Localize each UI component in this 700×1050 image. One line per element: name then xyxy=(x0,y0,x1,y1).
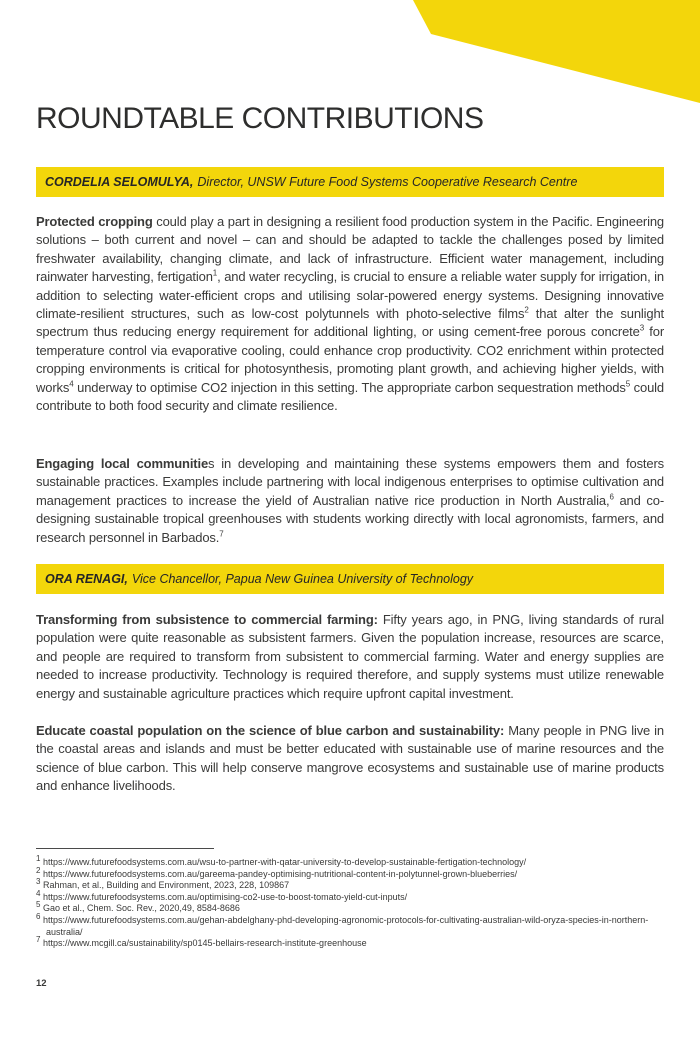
speaker-name: CORDELIA SELOMULYA, xyxy=(45,175,194,189)
footnote-marker: 2 xyxy=(524,305,529,315)
paragraph-transforming-farming: Transforming from subsistence to commercial farming: Fifty years ago, in PNG, living standards of rural population were quite reasonable as subsistent farmers. Given the population increase, resources are scarce, and people are required to transform from subsistent to commercial farming. Water and energy supplies are needed to increase productivity. Technology is required therefore, and supply systems must utilize renewable energy and sustainable agriculture practices which require upfront capital investment. xyxy=(36,612,664,701)
footnote-marker: 7 xyxy=(219,529,224,539)
paragraph-protected-cropping: Protected cropping could play a part in designing a resilient food production system in the Pacific. Engineering solutions – both current and novel – can and should be adapted to tackle the challenges posed by limited freshwater availability, changing climate, and lack of infrastructure. Efficient water management, including rainwater harvesting, fertigation$^1$, and water recycling, is crucial to ensure a reliable water supply for irrigation, in addition to selecting water-efficient crops and utilising solar-powered energy systems. Designing innovative climate-resilient structures, such as low-cost polytunnels with photo-selective films$^2$ that alter the sunlight spectrum thus reducing energy requirement for additional lighting, or using cement-free porous concrete$^3$ for temperature control via evaporative cooling, could enhance crop productivity. CO2 enrichment within protected cropping environments is critical for photosynthesis, promoting plant growth, and achieving higher yields, with works$^4$ underway to optimise CO2 injection in this setting. The appropriate carbon sequestration methods$^5$ could contribute to both food security and climate resilience. xyxy=(36,214,665,414)
footnote-marker: 5 xyxy=(625,379,631,389)
corner-accent-polygon xyxy=(413,0,700,103)
footnote-marker: 6 xyxy=(609,492,614,502)
corner-accent-shape xyxy=(410,0,700,105)
footnote-number: 1 xyxy=(36,854,41,863)
page-title: ROUNDTABLE CONTRIBUTIONS xyxy=(36,102,484,135)
footnote-item: $^2$ https://www.futurefoodsystems.com.au/gareema-pandey-optimising-nutritional-content-in-polytunnel-grown-blueberries/ xyxy=(36,865,518,879)
footnote-number: 6 xyxy=(36,911,41,921)
speaker-role: Vice Chancellor, Papua New Guinea University of Technology xyxy=(131,572,474,586)
speaker-role: Director, UNSW Future Food Systems Cooperative Research Centre xyxy=(197,175,578,189)
footnote-item: $^3$ Rahman, et al., Building and Environment, 2023, 228, 109867 xyxy=(36,877,290,891)
footnote-number: 3 xyxy=(36,877,41,887)
footnote-item: $^5$ Gao et al., Chem. Soc. Rev., 2020,49, 8584-8686 xyxy=(36,900,240,914)
footnote-item: $^6$ https://www.futurefoodsystems.com.au/gehan-abdelghany-phd-developing-agronomic-protocols-for-cultivating-australian-wild-oryza-species-in-northern-australia/ xyxy=(36,911,649,937)
footnote-number: 7 xyxy=(36,935,41,945)
speaker-name: ORA RENAGI, xyxy=(45,572,128,586)
page-number: 12 xyxy=(36,978,47,989)
footnote-marker: 3 xyxy=(639,324,645,334)
speaker-banner-cordelia-selomulya xyxy=(36,167,664,197)
footnote-divider xyxy=(36,848,214,849)
footnote-marker: 4 xyxy=(69,379,74,389)
paragraph-educate-coastal: Educate coastal population on the science of blue carbon and sustainability: Many people in PNG live in the coastal areas and islands and must be better educated with sustainable use of marine resources and the science of blue carbon. This will help conserve mangrove ecosystems and sustainable use of marine products and enhance livelihoods. xyxy=(36,723,664,794)
paragraph-engaging-communities: Engaging local communities in developing and maintaining these systems empowers them and fosters sustainable practices. Examples include partnering with local indigenous enterprises to optimise cultivation and management practices to increase the yield of Australian native rice production in North Australia,$^6$ and co-designing sustainable tropical greenhouses with students working directly with local agronomists, farmers, and research personnel in Barbados.$^7$ xyxy=(36,456,664,545)
footnote-marker: 1 xyxy=(212,268,218,278)
footnote-item: $^1$ https://www.futurefoodsystems.com.au/wsu-to-partner-with-qatar-university-to-develop-sustainable-fertigation-technology/ xyxy=(36,854,527,867)
footnote-item: $^7$ https://www.mcgill.ca/sustainability/sp0145-bellairs-research-institute-greenhouse xyxy=(36,935,367,949)
speaker-banner-ora-renagi xyxy=(36,564,664,594)
footnote-item: $^4$ https://www.futurefoodsystems.com.au/optimising-co2-use-to-boost-tomato-yield-cut-inputs/ xyxy=(36,888,408,902)
footnote-number: 4 xyxy=(36,888,41,898)
footnote-number: 5 xyxy=(36,900,41,910)
footnote-number: 2 xyxy=(36,865,41,875)
footnotes-list xyxy=(36,854,664,950)
